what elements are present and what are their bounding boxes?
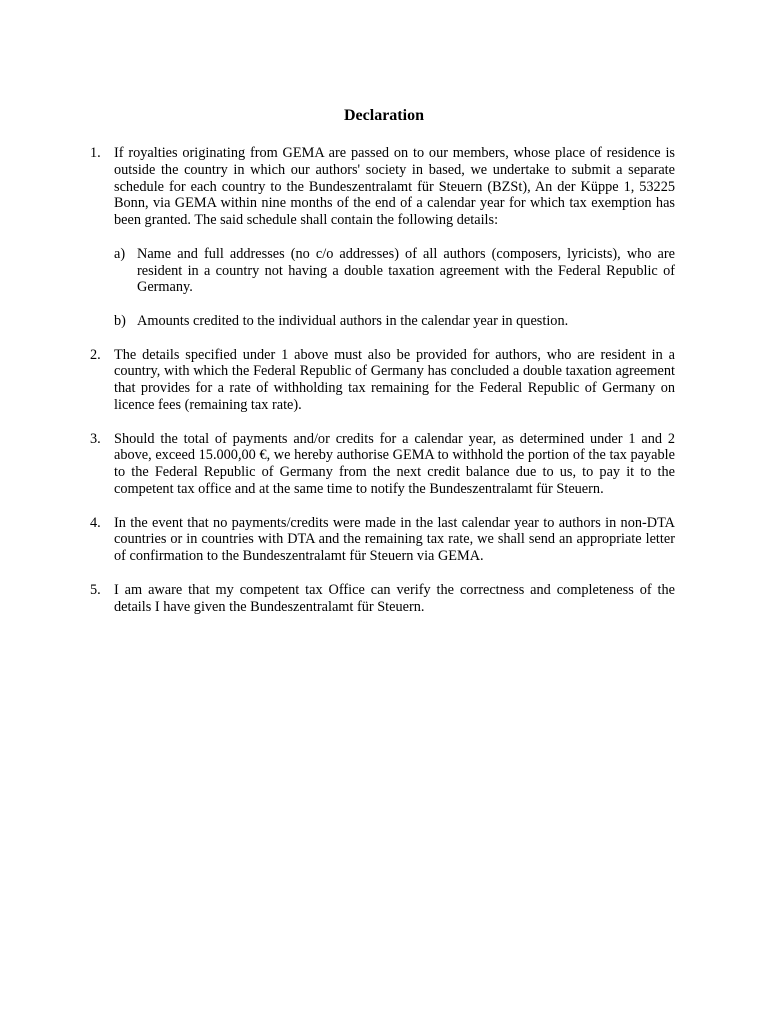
item-text: If royalties originating from GEMA are passed on to our members, whose place of residence is outside the country in which our authors' society in based, we undertake to submit a separate schedule for each country to the Bundeszentralamt für Steuern (BZSt), An der Küppe 1, 53225 Bonn, via GEMA within nine months of the end of a calendar year for which tax exemption has been granted. The said schedule shall contain the following details: [114,145,675,229]
list-item [90,582,675,616]
list-item [90,515,675,565]
list-item [90,347,675,414]
item-number: 4. [90,514,101,531]
item-number: 2. [90,346,101,363]
sub-item-text: Amounts credited to the individual authors in the calendar year in question. [137,312,569,329]
item-number: 5. [90,581,101,598]
item-number: 1. [90,145,101,161]
document-title: Declaration [344,107,424,124]
list-item [90,145,675,330]
item-number: 3. [90,430,101,447]
item-content [114,582,675,616]
declaration-list [90,145,675,632]
item-content [114,515,675,565]
list-item [90,431,675,498]
sub-item [114,246,675,296]
sub-item-label: b) [114,312,126,329]
sub-item-label: a) [114,245,126,262]
item-content [114,347,675,414]
sub-item-text: Name and full addresses (no c/o addresses) of all authors (composers, lyricists), who are resident in a country not having a double taxation agreement with the Federal Republic of Germany. [137,245,675,296]
item-content [114,145,675,330]
item-content [114,431,675,498]
item-text: I am aware that my competent tax Office can verify the correctness and completeness of the details I have given the Bundeszentralamt für Steuern. [114,581,675,615]
item-text: The details specified under 1 above must also be provided for authors, who are resident in a country, with which the Federal Republic of Germany has concluded a double taxation agreement that provides for a rate of withholding tax remaining for the Federal Republic of Germany on licence fees (remaining tax rate). [114,346,675,413]
item-text: In the event that no payments/credits were made in the last calendar year to authors in non-DTA countries or in countries with DTA and the remaining tax rate, we shall send an appropriate letter of confirmation to the Bundeszentralamt für Steuern via GEMA. [114,514,675,565]
sub-item [114,313,675,330]
item-text: Should the total of payments and/or credits for a calendar year, as determined under 1 and 2 above, exceed 15.000,00 €, we hereby authorise GEMA to withhold the portion of the tax payable to the Federal Republic of Germany from the next credit balance due to us, to pay it to the competent tax office and at the same time to notify the Bundeszentralamt für Steuern. [114,430,675,497]
